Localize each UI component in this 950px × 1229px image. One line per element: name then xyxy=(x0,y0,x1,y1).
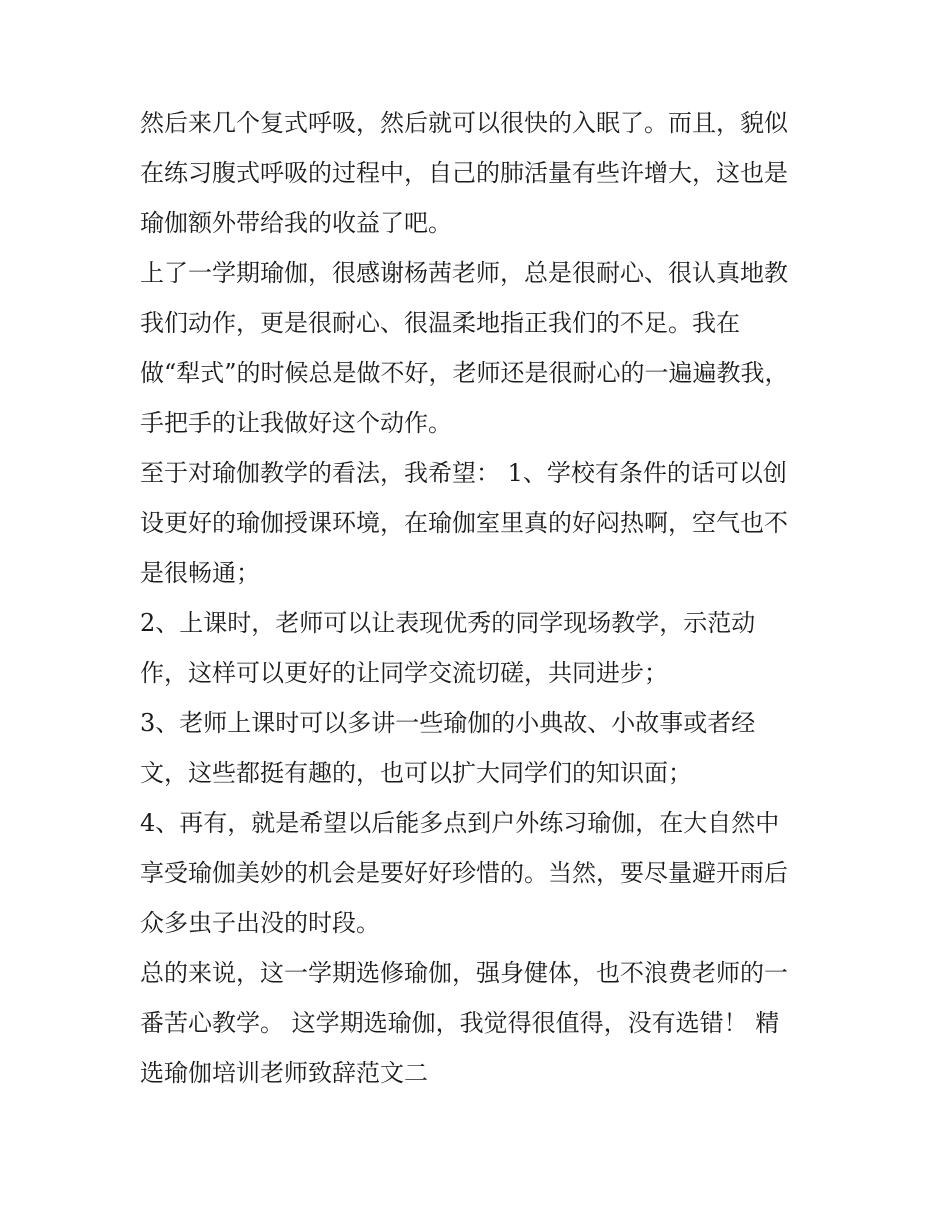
text-line: 瑜伽额外带给我的收益了吧。 xyxy=(140,208,452,237)
text-line: 我们动作，更是很耐心、很温柔地指正我们的不足。我在 xyxy=(140,308,740,337)
text-line: 做“犁式”的时候总是做不好，老师还是很耐心的一遍遍教我， xyxy=(140,358,789,387)
text-line: 享受瑜伽美妙的机会是要好好珍惜的。当然，要尽量避开雨后 xyxy=(140,858,788,887)
text-line: 3、老师上课时可以多讲一些瑜伽的小典故、小故事或者经 xyxy=(140,708,756,737)
text-line: 4、再有，就是希望以后能多点到户外练习瑜伽，在大自然中 xyxy=(140,808,780,837)
text-line: 手把手的让我做好这个动作。 xyxy=(140,408,452,437)
text-line: 设更好的瑜伽授课环境，在瑜伽室里真的好闷热啊，空气也不 xyxy=(140,508,788,537)
text-line: 选瑜伽培训老师致辞范文二 xyxy=(140,1058,428,1087)
text-line: 是很畅通； xyxy=(140,558,260,587)
text-line: 至于对瑜伽教学的看法，我希望： 1、学校有条件的话可以创 xyxy=(140,458,787,487)
text-line: 文，这些都挺有趣的，也可以扩大同学们的知识面； xyxy=(140,758,692,787)
text-line: 在练习腹式呼吸的过程中，自己的肺活量有些许增大，这也是 xyxy=(140,158,788,187)
text-line: 总的来说，这一学期选修瑜伽，强身健体，也不浪费老师的一 xyxy=(140,958,788,987)
document-body xyxy=(140,106,820,1090)
text-line: 上了一学期瑜伽，很感谢杨茜老师，总是很耐心、很认真地教 xyxy=(140,258,788,287)
text-line: 2、上课时，老师可以让表现优秀的同学现场教学，示范动 xyxy=(140,608,756,637)
text-line: 然后来几个复式呼吸，然后就可以很快的入眠了。而且，貌似 xyxy=(140,109,788,137)
text-line: 众多虫子出没的时段。 xyxy=(140,908,380,937)
text-line: 作，这样可以更好的让同学交流切磋，共同进步； xyxy=(140,658,668,687)
text-line: 番苦心教学。 这学期选瑜伽，我觉得很值得，没有选错！ 精 xyxy=(140,1008,780,1037)
